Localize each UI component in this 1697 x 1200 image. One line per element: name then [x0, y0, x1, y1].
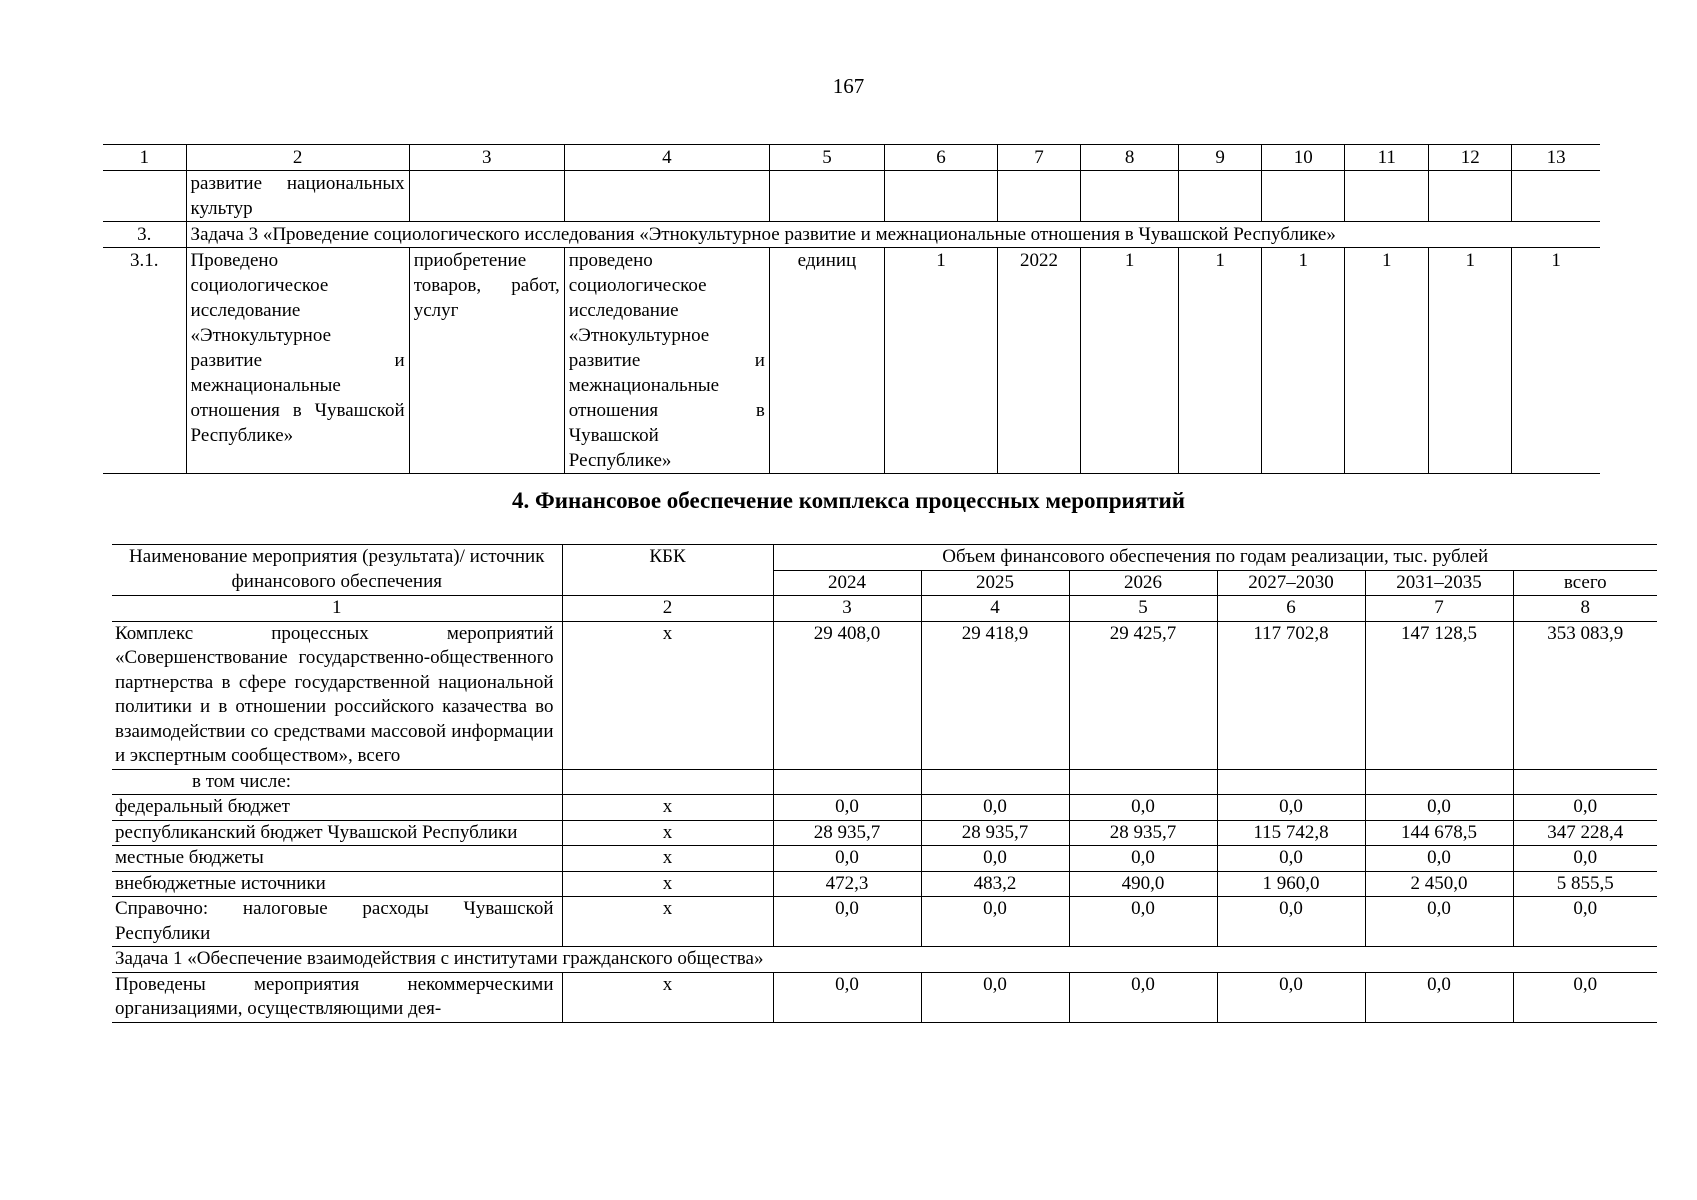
value-cell: 0,0	[773, 846, 921, 872]
result-value: 1	[1081, 248, 1179, 474]
value-cell: 117 702,8	[1217, 621, 1365, 769]
table-row	[112, 897, 1657, 947]
col-num: 6	[884, 145, 997, 171]
result-number: 3.1.	[103, 248, 186, 474]
result-value: 1	[1262, 248, 1345, 474]
value-cell: 0,0	[1217, 972, 1365, 1022]
value-cell: 347 228,4	[1513, 820, 1657, 846]
row-name: местные бюджеты	[112, 846, 562, 872]
col-num: 6	[1217, 596, 1365, 622]
table-row	[112, 820, 1657, 846]
value-cell: 147 128,5	[1365, 621, 1513, 769]
value-cell: 0,0	[1365, 795, 1513, 821]
value-cell: 0,0	[1217, 897, 1365, 947]
value-cell: 0,0	[1513, 846, 1657, 872]
value-cell: 29 418,9	[921, 621, 1069, 769]
col-num: 9	[1179, 145, 1262, 171]
row-kbk: x	[562, 846, 773, 872]
col-num: 12	[1429, 145, 1512, 171]
col-num: 1	[103, 145, 186, 171]
section-title: 4. Финансовое обеспечение комплекса процессных мероприятий	[511, 488, 1186, 513]
result-characteristic: проведено социологическое исследование «Этнокультурное развитие и межнациональные отношения в Чувашской Республике»	[564, 248, 769, 474]
col-num: 2	[562, 596, 773, 622]
result-value: 1	[1179, 248, 1262, 474]
result-value: 1	[1429, 248, 1512, 474]
row-name: Комплекс процессных мероприятий «Совершенствование государственно-общественного партнерства в сфере государственной национальной политики и в отношении российского казачества во взаимодействии со средствами массовой информации и экспертным сообществом», всего	[112, 621, 562, 769]
col-num: 4	[921, 596, 1069, 622]
row-name: республиканский бюджет Чувашской Республики	[112, 820, 562, 846]
value-cell: 0,0	[1365, 846, 1513, 872]
row-kbk: x	[562, 795, 773, 821]
table-row	[112, 769, 1657, 795]
column-number-row	[103, 145, 1600, 171]
task-row	[112, 947, 1657, 973]
col-num: 5	[769, 145, 884, 171]
value-cell: 0,0	[1069, 972, 1217, 1022]
value-cell: 0,0	[921, 972, 1069, 1022]
row-name: внебюджетные источники	[112, 871, 562, 897]
col-num: 3	[409, 145, 564, 171]
value-cell: 0,0	[1069, 795, 1217, 821]
col-num: 1	[112, 596, 562, 622]
value-cell: 490,0	[1069, 871, 1217, 897]
result-name: Проведено социологическое исследование «Этнокультурное развитие и межнациональные отношения в Чувашской Республике»	[186, 248, 409, 474]
task-title: Задача 1 «Обеспечение взаимодействия с институтами гражданского общества»	[112, 947, 1657, 973]
col-num: 13	[1512, 145, 1600, 171]
value-cell: 0,0	[1217, 846, 1365, 872]
name-column-header: Наименование мероприятия (результата)/ источник финансового обеспечения	[112, 545, 562, 596]
col-num: 10	[1262, 145, 1345, 171]
col-num: 11	[1345, 145, 1429, 171]
value-cell: 0,0	[773, 795, 921, 821]
result-type: приобретение товаров, работ, услуг	[409, 248, 564, 474]
value-cell: 115 742,8	[1217, 820, 1365, 846]
value-cell: 28 935,7	[1069, 820, 1217, 846]
row-name: в том числе:	[112, 769, 562, 795]
result-base-year: 2022	[998, 248, 1081, 474]
result-unit: единиц	[769, 248, 884, 474]
continuation-row	[103, 171, 1600, 222]
result-base-value: 1	[884, 248, 997, 474]
results-table	[103, 144, 1600, 474]
value-cell: 0,0	[921, 897, 1069, 947]
task-title: Задача 3 «Проведение социологического исследования «Этнокультурное развитие и межнациональные отношения в Чувашской Республике»	[186, 222, 1600, 248]
header-row	[112, 545, 1657, 571]
value-cell: 1 960,0	[1217, 871, 1365, 897]
row-kbk: x	[562, 871, 773, 897]
value-cell: 0,0	[773, 897, 921, 947]
task-number: 3.	[103, 222, 186, 248]
kbk-header: КБК	[562, 545, 773, 596]
col-num: 3	[773, 596, 921, 622]
table-row	[112, 621, 1657, 769]
col-num: 8	[1513, 596, 1657, 622]
value-cell: 0,0	[921, 795, 1069, 821]
value-cell: 144 678,5	[1365, 820, 1513, 846]
table-row	[112, 871, 1657, 897]
total-header: всего	[1513, 570, 1657, 596]
row-kbk: x	[562, 972, 773, 1022]
year-header: 2026	[1069, 570, 1217, 596]
value-cell: 472,3	[773, 871, 921, 897]
continued-name: развитие национальных культур	[186, 171, 409, 222]
year-header: 2031–2035	[1365, 570, 1513, 596]
row-name: Справочно: налоговые расходы Чувашской Республики	[112, 897, 562, 947]
year-header: 2027–2030	[1217, 570, 1365, 596]
value-cell: 0,0	[1069, 897, 1217, 947]
col-num: 5	[1069, 596, 1217, 622]
year-header: 2024	[773, 570, 921, 596]
row-kbk: x	[562, 621, 773, 769]
value-cell: 28 935,7	[773, 820, 921, 846]
result-value: 1	[1345, 248, 1429, 474]
value-cell: 5 855,5	[1513, 871, 1657, 897]
col-num: 7	[998, 145, 1081, 171]
col-num: 4	[564, 145, 769, 171]
value-cell: 0,0	[1217, 795, 1365, 821]
year-header: 2025	[921, 570, 1069, 596]
row-name: федеральный бюджет	[112, 795, 562, 821]
value-cell: 29 408,0	[773, 621, 921, 769]
page-number: 167	[832, 74, 865, 98]
finance-table	[112, 544, 1657, 1023]
col-num: 7	[1365, 596, 1513, 622]
value-cell: 0,0	[1513, 795, 1657, 821]
value-cell: 0,0	[773, 972, 921, 1022]
col-num: 2	[186, 145, 409, 171]
table-row	[112, 846, 1657, 872]
volume-header: Объем финансового обеспечения по годам реализации, тыс. рублей	[773, 545, 1657, 571]
col-num: 8	[1081, 145, 1179, 171]
row-kbk: x	[562, 820, 773, 846]
task-row	[103, 222, 1600, 248]
column-number-row	[112, 596, 1657, 622]
value-cell: 0,0	[921, 846, 1069, 872]
value-cell: 0,0	[1513, 972, 1657, 1022]
value-cell: 0,0	[1069, 846, 1217, 872]
value-cell: 483,2	[921, 871, 1069, 897]
value-cell: 0,0	[1513, 897, 1657, 947]
table-row	[112, 795, 1657, 821]
value-cell: 0,0	[1365, 972, 1513, 1022]
row-kbk: x	[562, 897, 773, 947]
table-row	[112, 972, 1657, 1022]
value-cell: 0,0	[1365, 897, 1513, 947]
value-cell: 29 425,7	[1069, 621, 1217, 769]
result-value: 1	[1512, 248, 1600, 474]
row-name: Проведены мероприятия некоммерческими организациями, осуществляющими дея-	[112, 972, 562, 1022]
result-row	[103, 248, 1600, 474]
value-cell: 28 935,7	[921, 820, 1069, 846]
value-cell: 2 450,0	[1365, 871, 1513, 897]
value-cell: 353 083,9	[1513, 621, 1657, 769]
